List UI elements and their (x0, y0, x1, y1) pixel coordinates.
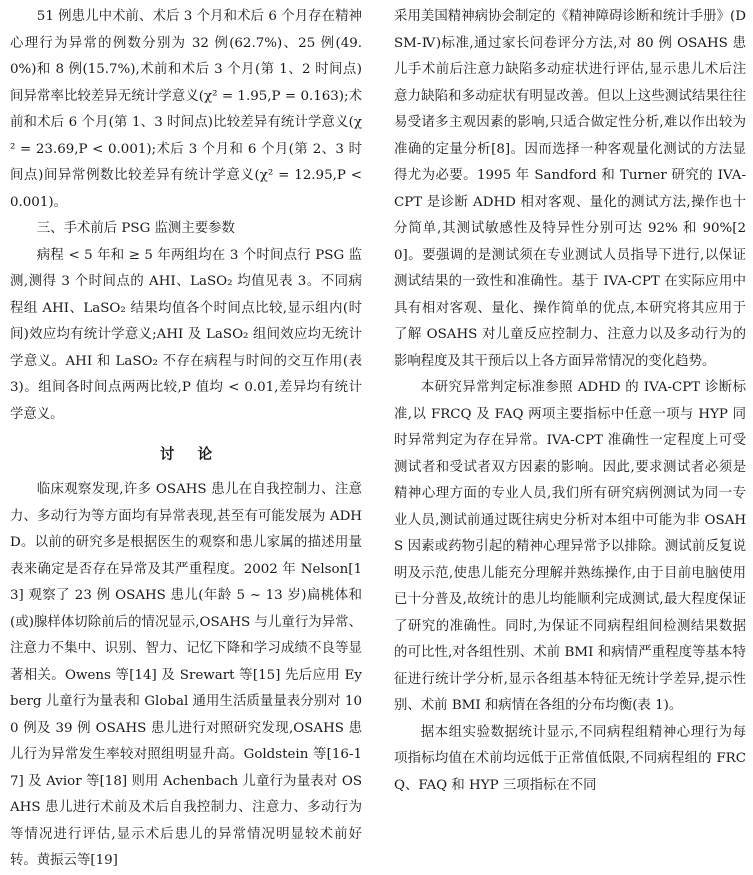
section-title-psg: 三、手术前后 PSG 监测主要参数 (36, 221, 235, 236)
paragraph-results-abnormal-rate: 51 例患儿中术前、术后 3 个月和术后 6 个月存在精神心理行为异常的例数分别为 32 例(62.7%)、25 例(49.0%)和 8 例(15.7%),术前和术后 3 个月(第 1、2 时间点)间异常率比较差异无统计学意义(χ² = 1.95,P = 0.163);术前和术后 6 个月(第 1、3 时间点)比较差异有统计学意义(χ² = 23.69,P < 0.001);术后 3 个月和 6 个月(第 2、3 时间点)间异常例数比较差异有统计学意义(χ² = 12.95,P < 0.001)。 (10, 9, 362, 210)
paragraph-discussion-cont: 采用美国精神病协会制定的《精神障碍诊断和统计手册》(DSM-Ⅳ)标准,通过家长问卷评分方法,对 80 例 OSAHS 患儿手术前后注意力缺陷多动症状进行评估,显示患儿术后注意力缺陷和多动症状有明显改善。但以上这些测试结果往往易受诸多主观因素的影响,只适合做定性分析,难以作出较为准确的定量分析[8]。因而选择一种客观量化测试的方法显得尤为必要。1995 年 Sandford 和 Turner 研究的 IVA-CPT 是诊断 ADHD 相对客观、量化的测试方法,操作也十分简单,其测试敏感性及特异性分别可达 92% 和 90%[20]。要强调的是测试须在专业测试人员指导下进行,以保证测试结果的一致性和准确性。基于 IVA-CPT 在实际应用中具有相对客观、量化、操作简单的优点,本研究将其应用于了解 OSAHS 对儿童反应控制力、注意力以及多动行为的影响程度及其干预后以上各方面异常情况的变化趋势。 (394, 9, 746, 369)
discussion-heading: 讨论 (159, 447, 236, 463)
paragraph-discussion-1: 临床观察发现,许多 OSAHS 患儿在自我控制力、注意力、多动行为等方面均有异常表现,甚至有可能发展为 ADHD。以前的研究多是根据医生的观察和患儿家属的描述用量表来确定是否存在异常及其严重程度。2002 年 Nelson[13] 观察了 23 例 OSAHS 患儿(年龄 5 ~ 13 岁)扁桃体和(或)腺样体切除前后的情况显示,OSAHS 与儿童行为异常、注意力不集中、识别、智力、记忆下降和学习成绩不良等显著相关。Owens 等[14] 及 Srewart 等[15] 先后应用 Eyberg 儿童行为量表和 Global 通用生活质量量表分别对 100 例及 39 例 OSAHS 患儿进行对照研究发现,OSAHS 患儿行为异常发生率较对照组明显升高。Goldstein 等[16-17] 及 Avior 等[18] 则用 Achenbach 儿童行为量表对 OSAHS 患儿进行术前及术后自我控制力、注意力、多动行为等情况进行评估,显示术后患儿的异常情况明显较术前好转。黄振云等[19] (10, 482, 362, 868)
right-column (394, 4, 746, 799)
paragraph-psg-results: 病程 < 5 年和 ≥ 5 年两组均在 3 个时间点行 PSG 监测,测得 3 个时间点的 AHI、LaSO₂ 均值见表 3。不同病程组 AHI、LaSO₂ 结果均值各个时间点比较,显示组内(时间)效应均有统计学意义;AHI 及 LaSO₂ 组间效应均无统计学意义。AHI 和 LaSO₂ 不存在病程与时间的交互作用(表 3)。组间各时间点两两比较,P 值均 < 0.01,差异均有统计学意义。 (10, 247, 362, 422)
paragraph-discussion-2: 本研究异常判定标准参照 ADHD 的 IVA-CPT 诊断标准,以 FRCQ 及 FAQ 两项主要指标中任意一项与 HYP 同时异常判定为存在异常。IVA-CPT 准确性一定程度上可受测试者和受试者双方因素的影响。因此,要求测试者必须是精神心理方面的专业人员,我们所有研究病例测试为同一专业人员,测试前通过既往病史分析对本组中可能为非 OSAHS 因素或药物引起的精神心理异常予以排除。测试前反复说明及示范,使患儿能充分理解并熟练操作,由于目前电脑使用已十分普及,故统计的患儿均能顺利完成测试,最大程度保证了研究的准确性。同时,为保证不同病程组间检测结果数据的可比性,对各组性别、术前 BMI 和病情严重程度等基本特征进行统计学分析,显示各组基本特征无统计学差异,提示性别、术前 BMI 和病情在各组的分布均衡(表 1)。 (394, 380, 746, 713)
paragraph-discussion-3: 据本组实验数据统计显示,不同病程组精神心理行为每项指标均值在术前均远低于正常值低限,不同病程组的 FRCQ、FAQ 和 HYP 三项指标在不同 (394, 724, 746, 793)
left-column (10, 4, 362, 875)
